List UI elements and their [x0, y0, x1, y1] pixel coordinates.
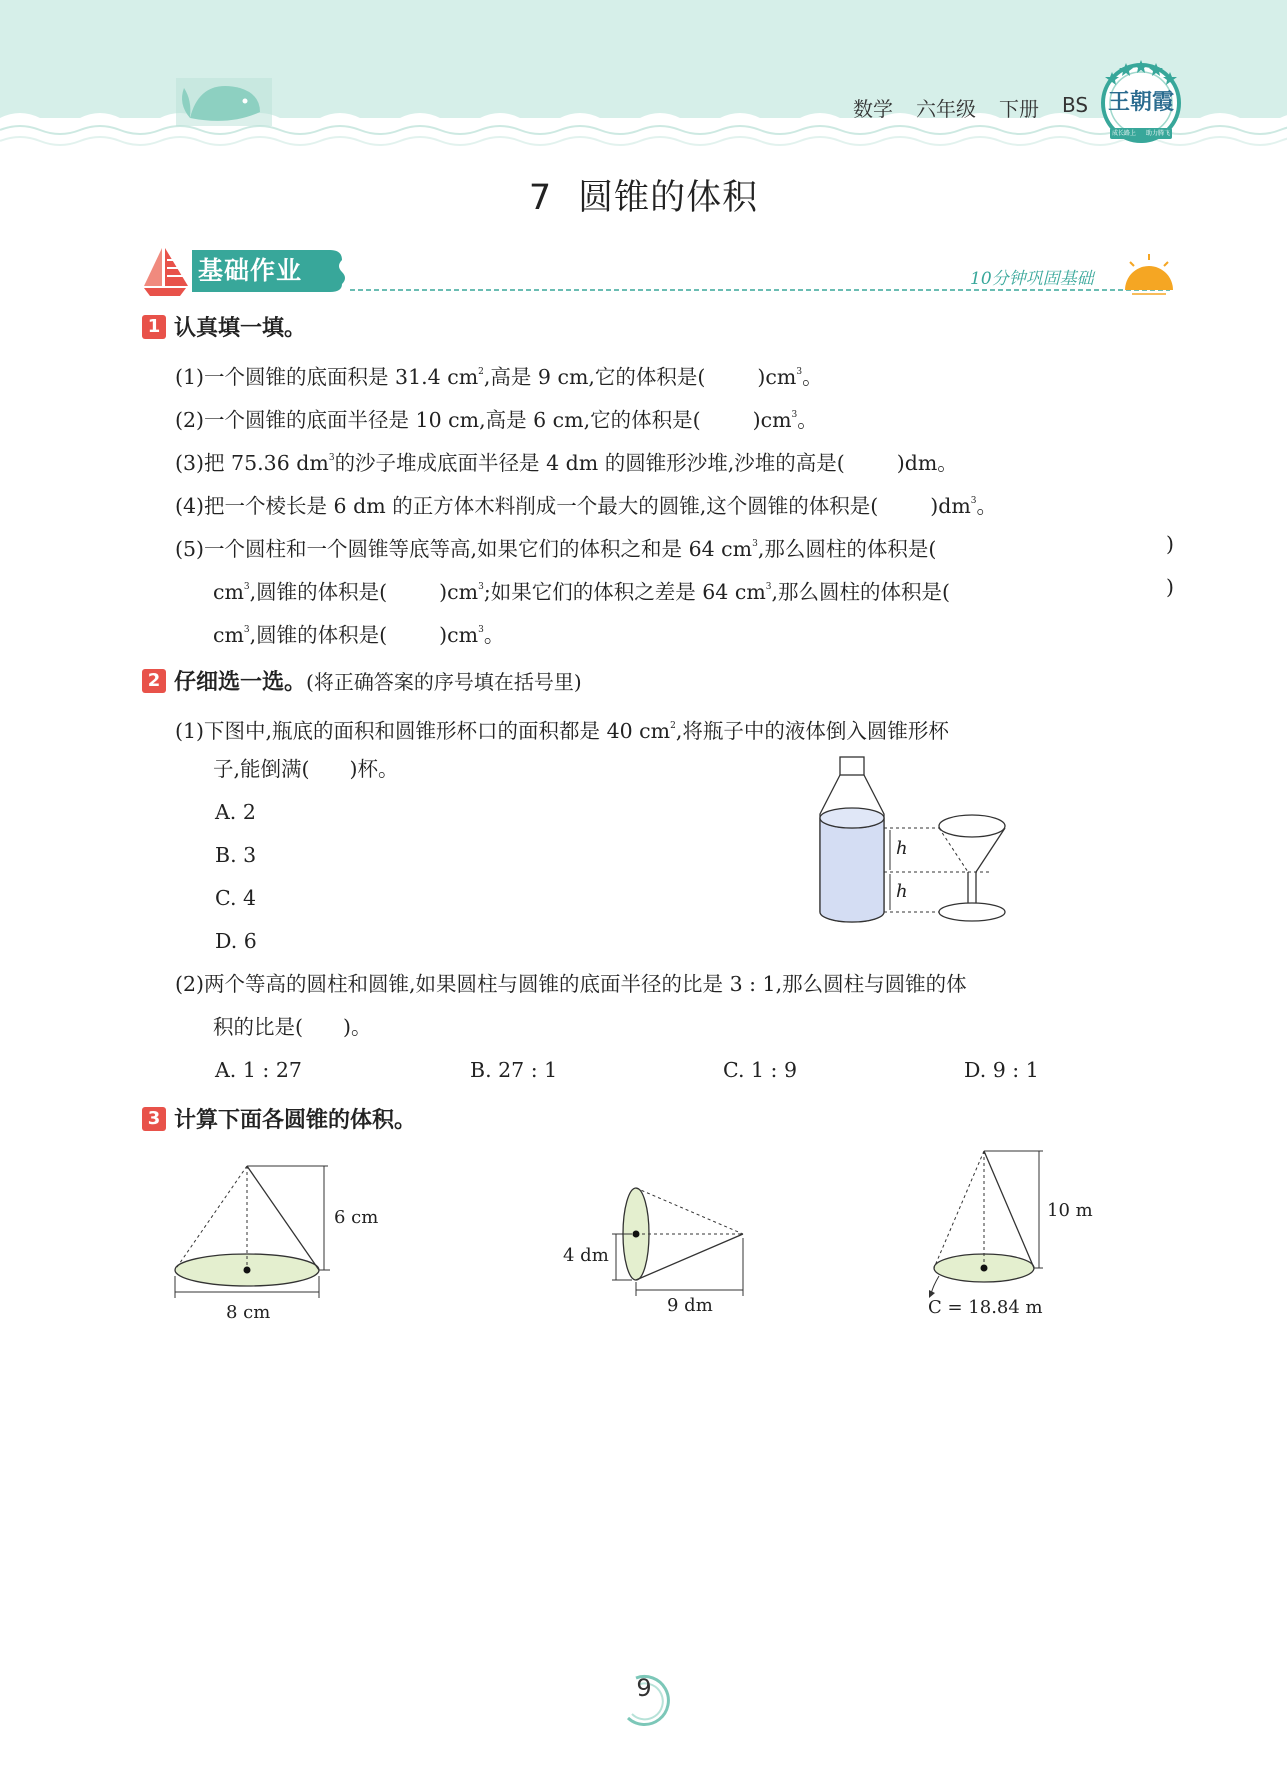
q2-hint: (将正确答案的序号填在括号里)	[306, 670, 582, 694]
cone-3-circumference-label: C = 18.84 m	[928, 1297, 1043, 1318]
page-number: 9	[636, 1674, 652, 1702]
sun-icon	[1125, 254, 1173, 294]
header-subject: 数学	[853, 97, 893, 121]
q2-1-option-b[interactable]: B. 3	[215, 843, 257, 867]
cone-2-diameter-label: 4 dm	[563, 1245, 609, 1266]
cone-cup-icon	[939, 815, 1005, 921]
q3-title: 计算下面各圆锥的体积。	[174, 1108, 417, 1133]
brand-name: 王朝霞	[1107, 89, 1174, 115]
cone-2-figure	[610, 1178, 760, 1298]
boat-icon	[144, 248, 188, 296]
q1-title: 认真填一填。	[174, 316, 307, 341]
q1-header	[142, 315, 306, 343]
badge-caption-left: 成长路上	[1112, 130, 1137, 137]
q2-2-option-d[interactable]: D. 9 : 1	[964, 1058, 1039, 1082]
q1-item-4: (4)把一个棱长是 6 dm 的正方体木料削成一个最大的圆锥,这个圆锥的体积是( )$dm^3$。	[175, 494, 998, 518]
q2-item-2-line-1: (2)两个等高的圆柱和圆锥,如果圆柱与圆锥的底面半径的比是 3 : 1,那么圆柱与圆锥的体	[175, 972, 967, 996]
q2-item-1-line-2: 子,能倒满( )杯。	[213, 757, 399, 781]
q3-header	[142, 1107, 416, 1135]
q2-header	[142, 668, 582, 696]
header-grade: 六年级	[916, 97, 976, 121]
q1-item-3: (3)把 75.36 $dm^3$的沙子堆成底面半径是 4 dm 的圆锥形沙堆,沙堆的高是( )dm。	[175, 451, 958, 475]
q2-item-2-line-2: 积的比是( )。	[213, 1015, 372, 1039]
section-subtitle: 10分钟巩固基础	[970, 269, 1094, 289]
q1-item-2: (2)一个圆锥的底面半径是 10 cm,高是 6 cm,它的体积是( )$cm^3$。	[175, 408, 818, 432]
rparen: )	[1166, 532, 1174, 556]
q1-item-5-line-3: $cm^3$,圆锥的体积是( )$cm^3$。	[213, 623, 505, 647]
rparen: )	[1166, 575, 1174, 599]
bottle-icon	[820, 757, 884, 922]
fig-label-h-lower: h	[896, 881, 908, 902]
lesson-title: 圆锥的体积	[578, 178, 759, 218]
q1-item-1: (1)一个圆锥的底面积是 31.4 $cm^2$,高是 9 cm,它的体积是( )$cm^3$。	[175, 365, 823, 389]
whale-icon	[176, 78, 272, 126]
q1-item-5-line-1: (5)一个圆柱和一个圆锥等底等高,如果它们的体积之和是 64 $cm^3$,那么圆柱的体积是(	[175, 537, 937, 561]
q2-2-option-c[interactable]: C. 1 : 9	[723, 1058, 798, 1082]
header-edition: BS	[1062, 93, 1089, 117]
q2-number-badge: 2	[142, 669, 166, 693]
lesson-number: 7	[528, 178, 553, 218]
q2-item-1-line-1: (1)下图中,瓶底的面积和圆锥形杯口的面积都是 40 $cm^2$,将瓶子中的液体倒入圆锥形杯	[175, 719, 949, 743]
page-title	[0, 170, 1287, 220]
q2-1-option-a[interactable]: A. 2	[215, 800, 256, 824]
section-label: 基础作业	[198, 256, 303, 285]
cone-1-height-label: 6 cm	[334, 1207, 379, 1228]
fig-label-h-upper: h	[896, 838, 908, 859]
cone-3-figure	[925, 1143, 1055, 1313]
q2-2-option-b[interactable]: B. 27 : 1	[470, 1058, 558, 1082]
q2-1-option-c[interactable]: C. 4	[215, 886, 257, 910]
q1-item-5-line-2: $cm^3$,圆锥的体积是( )$cm^3$;如果它们的体积之差是 64 $cm^3$,那么圆柱的体积是(	[213, 580, 951, 604]
header-volume: 下册	[999, 97, 1039, 121]
cone-1-diameter-label: 8 cm	[226, 1302, 271, 1323]
q2-2-option-a[interactable]: A. 1 : 27	[215, 1058, 302, 1082]
badge-caption-right: 助力腾飞	[1146, 130, 1171, 137]
header-band	[0, 0, 1287, 150]
q1-number-badge: 1	[142, 315, 166, 339]
cone-3-height-label: 10 m	[1047, 1200, 1093, 1221]
q2-title: 仔细选一选。	[174, 670, 307, 695]
q3-number-badge: 3	[142, 1107, 166, 1131]
cone-1-figure	[170, 1158, 340, 1318]
cone-2-height-label: 9 dm	[667, 1295, 713, 1316]
bottle-cup-figure	[810, 752, 1020, 932]
q2-1-option-d[interactable]: D. 6	[215, 929, 257, 953]
